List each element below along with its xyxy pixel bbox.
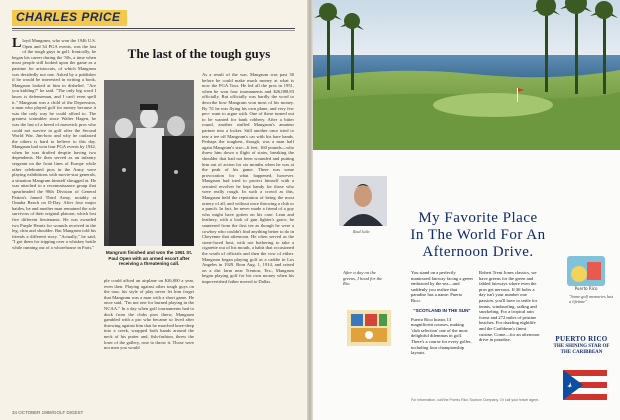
article-headline: The last of the tough guys — [127, 46, 271, 61]
header-rule — [12, 28, 295, 29]
page-folio: 34 OCTOBER 1989/GOLF DIGEST — [12, 410, 84, 415]
puerto-rico-flag-icon — [563, 370, 607, 400]
drop-cap: L — [12, 38, 22, 51]
tee-caption: "Some golf memories last a lifetime" — [569, 294, 613, 304]
tee-label: Puerto Rico — [574, 286, 598, 291]
left-page — [0, 0, 307, 420]
photo-caption: Mangrum finished and won the 1951 St. Paul Open with an armed escort after receiving a threatening call. — [105, 250, 193, 267]
brand-name: PUERTO RICO — [555, 335, 608, 343]
tee-flag-logo — [565, 254, 607, 292]
fine-print: For information, call the Puerto Rico Tourism Company. Or call your travel agent. — [411, 398, 540, 402]
ad-copy-1b: Puerto Rico boasts 13 magnificent courses, making 'club selection' one of the most delightful dilemmas in golf. There's a course for every golfer, including four championship layouts. — [411, 316, 472, 356]
ad-copy-column-1 — [411, 270, 473, 390]
article-column-1 — [12, 38, 96, 408]
signature-name: Raul Julia — [353, 229, 370, 234]
brand-tagline-1: THE SHINING STAR OF — [553, 344, 610, 349]
column-name: CHARLES PRICE — [16, 10, 121, 24]
golf-course-photo — [313, 0, 620, 150]
ad-copy-1: You stand on a perfectly manicured fairway facing a green embraced by the sea—and suddenly you realize that paradise has a name: Puerto Rico. — [411, 270, 473, 303]
article-column-2: ple could afford an airplane on $26,000 a year, even then. Playing against other tough guys on the tour, his style of play never let him forget that Mangrum was a man with a short game. He once said, "I'm not one for burned playing in the NCAA." In a day when golf tournaments had to duck from the clubs pros threw, Mangrum gambled with a pro who became so lived after throwing against him that he marched knee-deep into a creek, wrapped both hands around the neck of his putter and, fish-fashion, threw the loser of the gallery, rose to throw it. Those were not men you would — [104, 278, 194, 351]
article-text-1: loyd Mangrum, who won the 1946 U.S. Open and 34 PGA events, was the last of the tough guys in golf. Ironically, he began his career during the '30s, a time when most people still looked upon the game as a pastime for aristocrats, of which Mangrum was decidedly not one. Asked by a publisher if he would be interested in writing a book, Mangrum looked at him in disbelief. "Are you kidding?" he said. "The only big word I know is defenseman, and I can't even spell it." Mangrum was a child of the Depression, a man who played golf for money because it was the only way he could afford to. The greatest scrambler since Walter Hagen, he was the last of a breed of maverick pros who could not survive in golf after the Second World War. Jim-how and why he outlasted the others is hard to believe to this day. Mangrum had won four PGA events by 1942, when he was drafted despite having two dependents. He then served as an infantry sergeant on the front lines of Europe while other celebrated pros in the Army were playing exhibitions with movie-star generals, a situation Mangrum himself shrugged at. He was attached to a reconnaissance group that spearheaded the 90th Division of General Patton's famed Third Army, notably at Omaha Beach on D-Day. After four major battles, he and another man remained the sole survivors of their original platoon, which lost five different lieutenants. He was awarded two Purple Hearts for wounds received in the leg, chin and shoulder. But Mangrum told his friends a different story. "Actually," he said, "I got them for tripping over a whiskey bottle while running out of a whorehouse in Paris." — [12, 38, 96, 250]
golf-bag-illustration — [343, 304, 395, 348]
puerto-rico-signoff — [549, 335, 614, 355]
pull-quote: After a day on the greens, I head for the Rio. — [343, 270, 383, 287]
ad-headline-line-2: In The World For An — [410, 227, 546, 243]
ad-headline-line-3: Afternoon Drive. — [422, 244, 534, 260]
article-column-3: As a result of the war, Mangrum was past 30 before he could make much money at what is now the PGA Tour. He led all the pros in 1951, when he won four tournaments and $26,088.83 officially. But officially was hardly the word to describe how Mangrum won most of his money. By '51 he was flying his own plane, and very few peo- want to argue with. One of these turned out to be wanted for bank robbery. After a bitter round, another stuffed Mangrum's amateur partner into a locker. Still another once tried to tear a tee off Mangrum's car with his bare hands. Perhaps the toughest, though, was a man half again Mangrum's size—6 feet, 160 pounds—who threw him down a flight of stairs, breaking the shoulder that had not been wounded and putting him out of action for six months when he was at the peak of his game. There was some provocation for what happened, however. Mangrum had tried to protect himself with a serrated revolver he kept handy for those who were really rough. In such a crowd as this, Mangrum held the reputation of being the most ornery of all, and without once throwing a club or a punch. In fact, he never made a friend of a guy who might have gotten on his case. Lean and leathery, with a look of gun fighter's grace, he sauntered from the first tee as though he were a cowboy who couldn't find anything better to do in Cheyenne that afternoon. He often served as the stone-faced host, with not bothering to take a cigarette out of his mouth, a habit that occasioned the wrath of officials and then the vow of either. Mangrum began playing golf as a caddie in Los Angeles in 1929. Born Aug. 1, 1914, and raised on a dirt farm near Trenton, Tex., Mangrum began playing golf for his own money when his impoverished father moved to Dallas. — [202, 72, 294, 284]
ad-copy-column-2: Robert Trent Jones classics, we have greens for the green and fabled fairways where even the pros get nervous. If 36 holes a day isn't your number one passion, you'll have to settle for tennis, windsurfing, sailing and snorkeling. For a tropical rain forest and 272 miles of pristine beaches. For dazzling nightlife and the Caribbean's finest cuisine. Come—for an afternoon drive in paradise. — [479, 270, 540, 343]
header-rule-thin — [12, 30, 295, 31]
police-escort-photo — [104, 80, 194, 246]
ad-headline-line-1: My Favorite Place — [418, 210, 538, 226]
right-page-ad — [313, 0, 620, 420]
brand-tagline-2: THE CARIBBEAN — [560, 350, 603, 355]
ad-subhead: "SCOTLAND IN THE SUN" — [413, 307, 471, 313]
